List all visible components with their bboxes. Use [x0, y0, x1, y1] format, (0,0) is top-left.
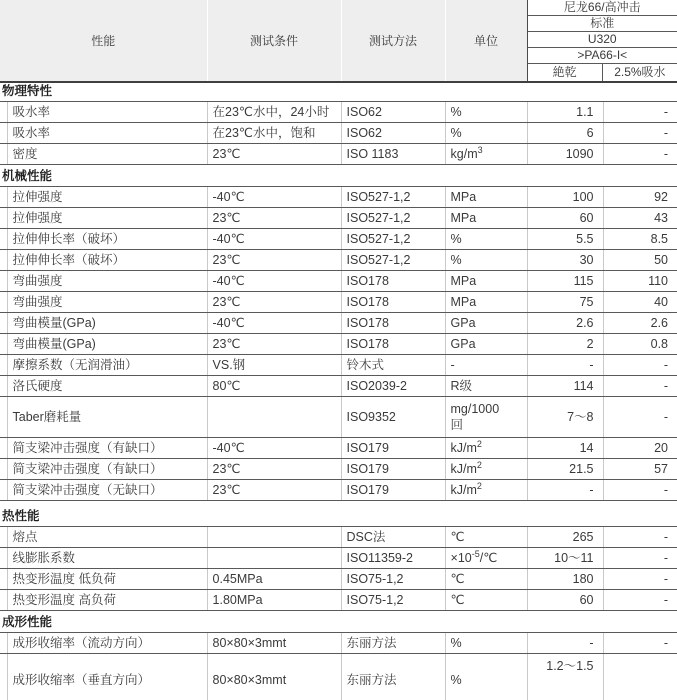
- unit-text: kJ/m: [450, 483, 477, 497]
- condition-cell: [207, 397, 341, 438]
- method-cell: ISO178: [341, 334, 445, 355]
- method-cell: ISO179: [341, 480, 445, 501]
- value-dry-cell: 2: [527, 334, 603, 355]
- value-dry-cell: 100: [527, 187, 603, 208]
- condition-cell: 0.45MPa: [207, 569, 341, 590]
- property-cell: 吸水率: [7, 102, 207, 123]
- row-gutter: [0, 480, 7, 501]
- property-cell: 密度: [7, 144, 207, 165]
- property-cell: 弯曲强度: [7, 292, 207, 313]
- unit-text: %: [450, 126, 462, 140]
- property-cell: 摩擦系数（无润滑油）: [7, 355, 207, 376]
- property-cell: 简支梁冲击强度（有缺口）: [7, 438, 207, 459]
- condition-cell: 23℃: [207, 250, 341, 271]
- value-wet-cell: -: [603, 480, 677, 501]
- value-dry-cell: 30: [527, 250, 603, 271]
- header-state-wet: 2.5%吸水: [602, 64, 677, 81]
- property-cell: 成形收缩率（流动方向）: [7, 633, 207, 654]
- method-cell: ISO62: [341, 123, 445, 144]
- section-title: 物理特性: [2, 84, 53, 98]
- property-cell: 简支梁冲击强度（有缺口）: [7, 459, 207, 480]
- value-wet-cell: 8.5: [603, 229, 677, 250]
- method-cell: ISO527-1,2: [341, 229, 445, 250]
- condition-cell: 23℃: [207, 334, 341, 355]
- table-row: [0, 271, 677, 292]
- header-condition: 测试条件: [207, 0, 341, 82]
- row-gutter: [0, 459, 7, 480]
- table-row: [0, 376, 677, 397]
- property-cell: 洛氏硬度: [7, 376, 207, 397]
- row-gutter: [0, 397, 7, 438]
- unit-text: -: [450, 358, 455, 372]
- unit-text: MPa: [450, 211, 477, 225]
- value-dry-cell: 10〜11: [527, 548, 603, 569]
- value-dry-cell: 180: [527, 569, 603, 590]
- unit-text: ℃: [450, 593, 465, 607]
- unit-cell: [445, 397, 527, 438]
- section-header-row: [0, 165, 677, 187]
- value-dry-cell: 1090: [527, 144, 603, 165]
- header-product-block: [527, 0, 677, 82]
- condition-cell: VS.钢: [207, 355, 341, 376]
- table-row: [0, 144, 677, 165]
- unit-superscript: 3: [477, 144, 483, 155]
- product-grade: U320: [528, 32, 677, 48]
- property-cell: 弯曲模量(GPa): [7, 313, 207, 334]
- value-dry-cell: 75: [527, 292, 603, 313]
- unit-text: GPa: [450, 316, 476, 330]
- unit-cell: [445, 123, 527, 144]
- method-cell: ISO179: [341, 438, 445, 459]
- value-wet-cell: -: [603, 569, 677, 590]
- unit-second-line: 回: [450, 418, 464, 432]
- value-wet-cell: 40: [603, 292, 677, 313]
- method-cell: 东丽方法: [341, 654, 445, 700]
- property-cell: 拉伸强度: [7, 187, 207, 208]
- method-cell: ISO 1183: [341, 144, 445, 165]
- unit-text: %: [450, 253, 462, 267]
- property-cell: 拉伸伸长率（破坏）: [7, 250, 207, 271]
- row-gutter: [0, 569, 7, 590]
- table-row: [0, 355, 677, 376]
- table-row: [0, 438, 677, 459]
- value-wet-cell: -: [603, 123, 677, 144]
- unit-cell: [445, 208, 527, 229]
- condition-cell: 80℃: [207, 376, 341, 397]
- method-cell: 铃木式: [341, 355, 445, 376]
- value-dry-cell: 60: [527, 208, 603, 229]
- row-gutter: [0, 208, 7, 229]
- condition-cell: 1.80MPa: [207, 590, 341, 611]
- row-gutter: [0, 229, 7, 250]
- method-cell: ISO75-1,2: [341, 590, 445, 611]
- condition-cell: -40℃: [207, 271, 341, 292]
- row-gutter: [0, 313, 7, 334]
- row-gutter: [0, 527, 7, 548]
- method-cell: ISO62: [341, 102, 445, 123]
- method-cell: ISO2039-2: [341, 376, 445, 397]
- property-cell: 线膨胀系数: [7, 548, 207, 569]
- product-family: 尼龙66/高冲击: [528, 0, 677, 16]
- value-wet-cell: -: [603, 633, 677, 654]
- method-cell: ISO179: [341, 459, 445, 480]
- method-cell: ISO527-1,2: [341, 250, 445, 271]
- table-row: [0, 208, 677, 229]
- product-standard: 标准: [528, 16, 677, 32]
- value-dry-cell: 115: [527, 271, 603, 292]
- section-header-row: [0, 611, 677, 633]
- unit-text: %: [450, 672, 462, 687]
- row-gutter: [0, 438, 7, 459]
- unit-text: GPa: [450, 337, 476, 351]
- value-dry-cell: 21.5: [527, 459, 603, 480]
- value-dry-cell: 60: [527, 590, 603, 611]
- unit-cell: [445, 569, 527, 590]
- row-gutter: [0, 355, 7, 376]
- property-cell: 弯曲模量(GPa): [7, 334, 207, 355]
- unit-tail: /℃: [479, 551, 498, 565]
- unit-text: %: [450, 105, 462, 119]
- value-wet-cell: -: [603, 397, 677, 438]
- unit-text: kJ/m: [450, 462, 477, 476]
- unit-cell: [445, 480, 527, 501]
- value-wet-cell: 50: [603, 250, 677, 271]
- row-gutter: [0, 271, 7, 292]
- table-row: [0, 123, 677, 144]
- condition-cell: 23℃: [207, 480, 341, 501]
- method-cell: ISO75-1,2: [341, 569, 445, 590]
- value-dry-cell: 1.2〜1.5: [527, 654, 603, 700]
- unit-text: ℃: [450, 530, 465, 544]
- table-body: [0, 82, 677, 700]
- condition-cell: 23℃: [207, 208, 341, 229]
- property-cell: 热变形温度 高负荷: [7, 590, 207, 611]
- condition-cell: -40℃: [207, 187, 341, 208]
- unit-superscript: -5: [471, 548, 480, 559]
- value-wet-cell: -: [603, 548, 677, 569]
- unit-cell: [445, 590, 527, 611]
- unit-superscript: 2: [476, 459, 482, 470]
- value-dry-cell: 14: [527, 438, 603, 459]
- condition-cell: 在23℃水中，饱和: [207, 123, 341, 144]
- table-row: [0, 250, 677, 271]
- unit-text: R级: [450, 379, 473, 393]
- header-state-row: [528, 64, 677, 81]
- method-cell: ISO178: [341, 271, 445, 292]
- table-row: [0, 569, 677, 590]
- value-dry-cell: 6: [527, 123, 603, 144]
- condition-cell: [207, 548, 341, 569]
- unit-text: kg/m: [450, 147, 478, 161]
- value-dry-cell: 5.5: [527, 229, 603, 250]
- property-cell: 弯曲强度: [7, 271, 207, 292]
- value-wet-cell: -: [603, 527, 677, 548]
- value-dry-cell: 2.6: [527, 313, 603, 334]
- unit-cell: [445, 313, 527, 334]
- unit-text: %: [450, 232, 462, 246]
- section-header-row: [0, 82, 677, 102]
- unit-text: MPa: [450, 190, 477, 204]
- value-dry-cell: -: [527, 480, 603, 501]
- row-gutter: [0, 292, 7, 313]
- value-wet-cell: -: [603, 590, 677, 611]
- property-cell: 拉伸伸长率（破坏）: [7, 229, 207, 250]
- value-wet-cell: -: [603, 102, 677, 123]
- unit-text: mg/1000: [450, 402, 500, 416]
- unit-superscript: 2: [476, 480, 482, 491]
- method-cell: ISO11359-2: [341, 548, 445, 569]
- unit-cell: [445, 250, 527, 271]
- table-row: [0, 187, 677, 208]
- property-cell: 成形收缩率（垂直方向）: [7, 654, 207, 700]
- table-row: [0, 313, 677, 334]
- value-dry-cell: -: [527, 355, 603, 376]
- table-row: [0, 590, 677, 611]
- table-row: [0, 334, 677, 355]
- table-row: [0, 527, 677, 548]
- unit-cell: [445, 144, 527, 165]
- condition-cell: 在23℃水中，24小时: [207, 102, 341, 123]
- value-wet-cell: 0.8: [603, 334, 677, 355]
- condition-cell: 80×80×3mmt: [207, 633, 341, 654]
- unit-cell: [445, 334, 527, 355]
- header-method: 测试方法: [341, 0, 445, 82]
- header-unit: 单位: [445, 0, 527, 82]
- table-row: [0, 292, 677, 313]
- property-cell: 熔点: [7, 527, 207, 548]
- table-row: [0, 229, 677, 250]
- method-cell: ISO527-1,2: [341, 208, 445, 229]
- condition-cell: -40℃: [207, 313, 341, 334]
- row-gutter: [0, 548, 7, 569]
- header-row: [0, 0, 677, 82]
- property-cell: 简支梁冲击强度（无缺口）: [7, 480, 207, 501]
- header-state-dry: 絶乾: [552, 65, 577, 79]
- row-gutter: [0, 144, 7, 165]
- value-dry-cell: 265: [527, 527, 603, 548]
- unit-text: MPa: [450, 295, 477, 309]
- table-row: [0, 633, 677, 654]
- unit-cell: [445, 355, 527, 376]
- property-cell: 吸水率: [7, 123, 207, 144]
- unit-text: ×10: [450, 551, 472, 565]
- unit-cell: [445, 527, 527, 548]
- table-row: [0, 654, 677, 700]
- value-dry-cell: 1.1: [527, 102, 603, 123]
- value-wet-cell: -: [603, 355, 677, 376]
- property-cell: 拉伸强度: [7, 208, 207, 229]
- unit-text: kJ/m: [450, 441, 477, 455]
- unit-cell: [445, 654, 527, 700]
- condition-cell: 23℃: [207, 144, 341, 165]
- table-row: [0, 102, 677, 123]
- method-cell: ISO527-1,2: [341, 187, 445, 208]
- product-polymer: >PA66-I<: [528, 48, 677, 64]
- method-cell: 东丽方法: [341, 633, 445, 654]
- table-row: [0, 548, 677, 569]
- method-cell: ISO9352: [341, 397, 445, 438]
- condition-cell: 80×80×3mmt: [207, 654, 341, 700]
- row-gutter: [0, 187, 7, 208]
- unit-cell: [445, 292, 527, 313]
- property-cell: Taber磨耗量: [7, 397, 207, 438]
- row-gutter: [0, 590, 7, 611]
- row-gutter: [0, 334, 7, 355]
- value-wet-cell: -: [603, 376, 677, 397]
- table-header: [0, 0, 677, 82]
- value-wet-cell: 43: [603, 208, 677, 229]
- unit-text: ℃: [450, 572, 465, 586]
- unit-text: %: [450, 636, 462, 650]
- unit-cell: [445, 438, 527, 459]
- unit-cell: [445, 459, 527, 480]
- condition-cell: [207, 527, 341, 548]
- section-title: 机械性能: [2, 169, 53, 183]
- value-wet-cell: 57: [603, 459, 677, 480]
- unit-cell: [445, 376, 527, 397]
- row-gutter: [0, 123, 7, 144]
- condition-cell: 23℃: [207, 459, 341, 480]
- value-wet-cell: 110: [603, 271, 677, 292]
- section-header-row: [0, 501, 677, 527]
- section-title: 热性能: [2, 509, 40, 523]
- value-wet-cell: 20: [603, 438, 677, 459]
- condition-cell: -40℃: [207, 229, 341, 250]
- value-dry-cell: 7〜8: [527, 397, 603, 438]
- row-gutter: [0, 102, 7, 123]
- table-row: [0, 480, 677, 501]
- row-gutter: [0, 654, 7, 700]
- unit-text: MPa: [450, 274, 477, 288]
- unit-cell: [445, 187, 527, 208]
- unit-cell: [445, 633, 527, 654]
- header-property: 性能: [0, 0, 207, 82]
- section-title: 成形性能: [2, 615, 53, 629]
- row-gutter: [0, 633, 7, 654]
- unit-cell: [445, 548, 527, 569]
- condition-cell: 23℃: [207, 292, 341, 313]
- unit-cell: [445, 271, 527, 292]
- table-row: [0, 459, 677, 480]
- value-wet-cell: 2.6: [603, 313, 677, 334]
- row-gutter: [0, 250, 7, 271]
- method-cell: ISO178: [341, 313, 445, 334]
- value-wet-cell: 92: [603, 187, 677, 208]
- table-row: [0, 397, 677, 438]
- unit-cell: [445, 102, 527, 123]
- value-wet-cell: [603, 654, 677, 700]
- unit-cell: [445, 229, 527, 250]
- method-cell: ISO178: [341, 292, 445, 313]
- value-dry-cell: -: [527, 633, 603, 654]
- row-gutter: [0, 376, 7, 397]
- value-wet-cell: -: [603, 144, 677, 165]
- condition-cell: -40℃: [207, 438, 341, 459]
- unit-superscript: 2: [476, 438, 482, 449]
- value-dry-cell: 114: [527, 376, 603, 397]
- property-cell: 热变形温度 低负荷: [7, 569, 207, 590]
- method-cell: DSC法: [341, 527, 445, 548]
